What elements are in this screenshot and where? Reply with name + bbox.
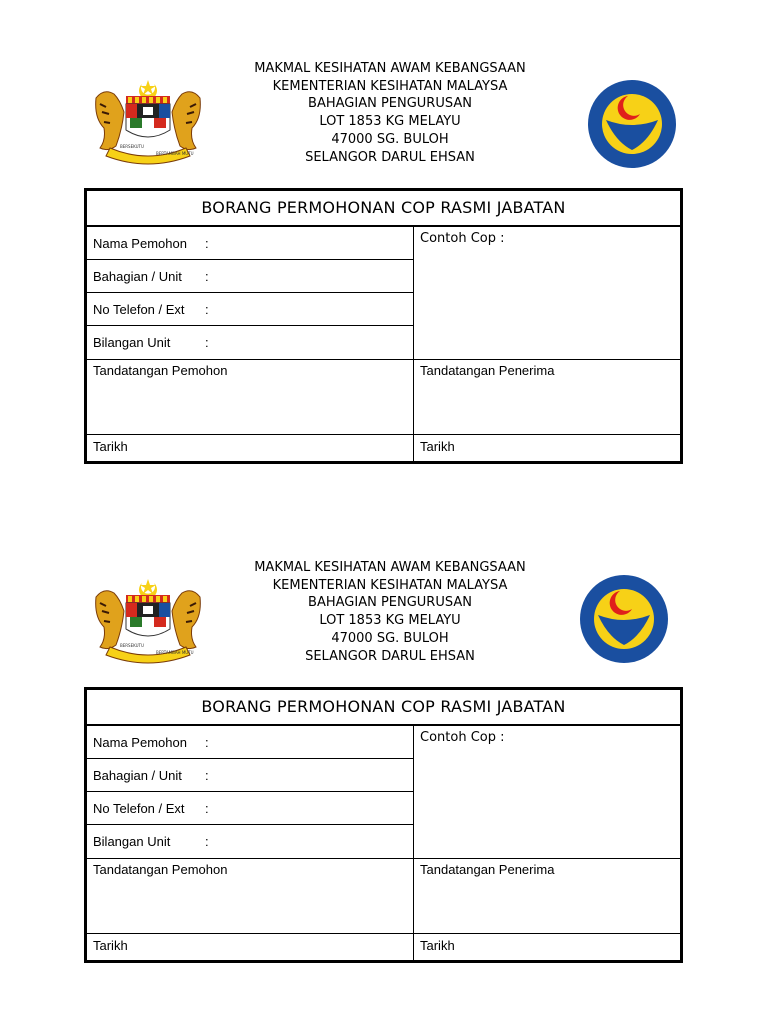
- crest-motto-right: BERTAMBAH MUTU: [156, 650, 194, 655]
- signature-receiver-box[interactable]: [414, 859, 680, 933]
- field-colon: :: [205, 236, 209, 251]
- header-line: BAHAGIAN PENGURUSAN: [308, 96, 472, 112]
- form-title: BORANG PERMOHONAN COP RASMI JABATAN: [87, 191, 680, 227]
- date-label: Tarikh: [93, 938, 128, 953]
- signature-receiver-label: Tandatangan Penerima: [420, 862, 555, 877]
- date-label: Tarikh: [420, 938, 455, 953]
- field-row-nama-pemohon[interactable]: [87, 227, 413, 260]
- field-colon: :: [205, 768, 209, 783]
- field-label: No Telefon / Ext: [93, 302, 185, 317]
- header-line: KEMENTERIAN KESIHATAN MALAYSA: [272, 577, 508, 593]
- date-receiver-box[interactable]: [414, 934, 680, 960]
- signature-applicant-box[interactable]: [87, 859, 414, 933]
- header-line: KEMENTERIAN KESIHATAN MALAYSA: [272, 78, 508, 94]
- field-row-no-telefon[interactable]: [87, 792, 413, 825]
- crest-motto-left: BERSEKUTU: [120, 144, 144, 149]
- date-receiver-box[interactable]: [414, 435, 680, 461]
- header-line: MAKMAL KESIHATAN AWAM KEBANGSAAN: [254, 560, 526, 575]
- field-colon: :: [205, 735, 209, 750]
- signature-applicant-label: Tandatangan Pemohon: [93, 862, 228, 877]
- header-line: 47000 SG. BULOH: [331, 131, 449, 147]
- field-label: No Telefon / Ext: [93, 801, 185, 816]
- field-row-bahagian-unit[interactable]: [87, 759, 413, 792]
- request-form-table: [84, 687, 683, 963]
- request-form-table: [84, 188, 683, 464]
- sample-stamp-box[interactable]: [414, 726, 680, 859]
- crest-motto-left: BERSEKUTU: [120, 643, 144, 648]
- field-colon: :: [205, 302, 209, 317]
- field-label: Bahagian / Unit: [93, 768, 182, 783]
- institution-header: [220, 559, 560, 665]
- field-colon: :: [205, 801, 209, 816]
- makmal-emblem-logo: [578, 573, 670, 665]
- field-row-no-telefon[interactable]: [87, 293, 413, 326]
- field-label: Nama Pemohon: [93, 236, 187, 251]
- form-block-2: [0, 499, 768, 953]
- date-applicant-box[interactable]: [87, 435, 414, 461]
- institution-header: [220, 60, 560, 166]
- form-title: BORANG PERMOHONAN COP RASMI JABATAN: [87, 690, 680, 726]
- date-label: Tarikh: [93, 439, 128, 454]
- field-colon: :: [205, 335, 209, 350]
- field-label: Bilangan Unit: [93, 834, 171, 849]
- field-row-nama-pemohon[interactable]: [87, 726, 413, 759]
- field-colon: :: [205, 269, 209, 284]
- field-row-bahagian-unit[interactable]: [87, 260, 413, 293]
- field-colon: :: [205, 834, 209, 849]
- date-applicant-box[interactable]: [87, 934, 414, 960]
- header-line: BAHAGIAN PENGURUSAN: [308, 595, 472, 611]
- crest-motto-right: BERTAMBAH MUTU: [156, 151, 194, 156]
- sample-stamp-label: Contoh Cop :: [420, 730, 505, 745]
- header-line: 47000 SG. BULOH: [331, 630, 449, 646]
- signature-applicant-box[interactable]: [87, 360, 414, 434]
- header-line: LOT 1853 KG MELAYU: [319, 114, 461, 130]
- makmal-emblem-logo: [586, 78, 678, 170]
- header-line: SELANGOR DARUL EHSAN: [305, 149, 475, 165]
- signature-applicant-label: Tandatangan Pemohon: [93, 363, 228, 378]
- form-block-1: [0, 0, 768, 454]
- signature-receiver-box[interactable]: [414, 360, 680, 434]
- date-label: Tarikh: [420, 439, 455, 454]
- header-line: LOT 1853 KG MELAYU: [319, 613, 461, 629]
- sample-stamp-label: Contoh Cop :: [420, 231, 505, 246]
- field-label: Bilangan Unit: [93, 335, 171, 350]
- field-label: Nama Pemohon: [93, 735, 187, 750]
- signature-receiver-label: Tandatangan Penerima: [420, 363, 555, 378]
- field-row-bilangan-unit[interactable]: [87, 825, 413, 859]
- field-label: Bahagian / Unit: [93, 269, 182, 284]
- header-line: SELANGOR DARUL EHSAN: [305, 648, 475, 664]
- field-row-bilangan-unit[interactable]: [87, 326, 413, 360]
- sample-stamp-box[interactable]: [414, 227, 680, 360]
- header-line: MAKMAL KESIHATAN AWAM KEBANGSAAN: [254, 61, 526, 76]
